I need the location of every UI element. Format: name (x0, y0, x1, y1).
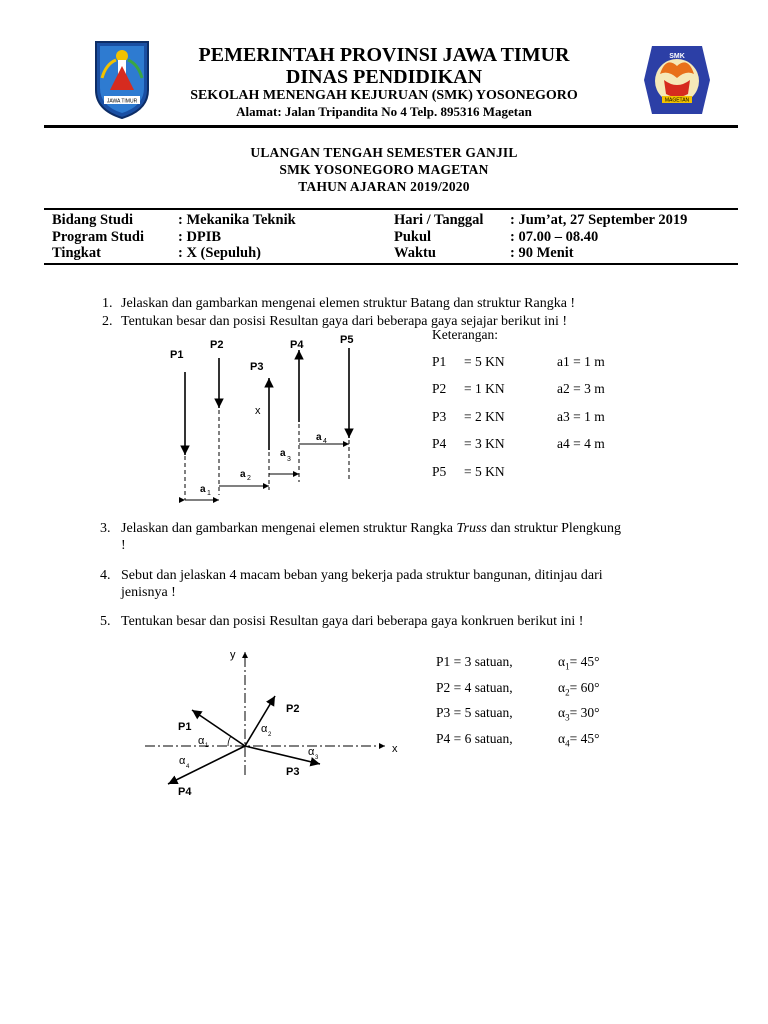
info-label-duration: Waktu (394, 245, 436, 261)
question-2-number: 2. (102, 314, 113, 329)
keterangan-a1: a1 = 1 m (557, 354, 605, 369)
info-label-day: Hari / Tanggal (394, 212, 484, 228)
keterangan-p1: P1 (432, 354, 447, 369)
svg-text:3: 3 (315, 755, 319, 761)
concurrent-alpha3: $\alpha_3= 30^\circ$ (558, 705, 600, 723)
letterhead-school: SEKOLAH MENENGAH KEJURUAN (SMK) YOSONEGORO (190, 88, 578, 103)
svg-text:2: 2 (268, 732, 272, 738)
svg-text:SMK: SMK (669, 53, 685, 60)
label-y: y (230, 649, 236, 661)
label-alpha-2: α (261, 723, 268, 735)
info-value-level: : X (Sepuluh) (178, 245, 261, 261)
concurrent-p3: P3 = 5 satuan, (436, 705, 513, 720)
keterangan-p3-value: = 2 KN (464, 409, 505, 424)
svg-text:MAGETAN: MAGETAN (664, 97, 690, 104)
question-3-text: Jelaskan dan gambarkan mengenai elemen struktur Rangka Truss dan struktur Plengkung (121, 521, 622, 536)
force-p2-vector (245, 696, 275, 746)
concurrent-alpha4: $\alpha_4= 45^\circ$ (558, 731, 600, 749)
keterangan-p5: P5 (432, 464, 447, 479)
svg-text:4: 4 (186, 764, 190, 770)
keterangan-p3: P3 (432, 409, 447, 424)
question-1-text: Jelaskan dan gambarkan mengenai elemen struktur Batang dan struktur Rangka ! (121, 296, 576, 311)
label-x: x (255, 405, 261, 417)
label-a3: a (280, 448, 286, 459)
info-label-time: Pukul (394, 229, 432, 245)
letterhead-address: Alamat: Jalan Tripandita No 4 Telp. 895316 Magetan (236, 104, 532, 119)
keterangan-a2: a2 = 3 m (557, 381, 605, 396)
exam-school: SMK YOSONEGORO MAGETAN (279, 162, 489, 177)
svg-text:1: 1 (207, 490, 211, 497)
question-4-line2: jenisnya ! (121, 585, 176, 600)
keterangan-p4: P4 (432, 436, 447, 451)
svg-text:2: 2 (247, 475, 251, 482)
keterangan-p5-value: = 5 KN (464, 464, 505, 479)
question-4-line1: Sebut dan jelaskan 4 macam beban yang bekerja pada struktur bangunan, ditinjau dari (121, 568, 603, 583)
question-5-number: 5. (100, 614, 111, 629)
label-alpha-3: α (308, 746, 315, 758)
info-value-duration: : 90 Menit (510, 245, 574, 261)
label-p5: P5 (340, 334, 354, 346)
label-a2: a (240, 469, 246, 480)
keterangan-a3: a3 = 1 m (557, 409, 605, 424)
keterangan-p1-value: = 5 KN (464, 354, 505, 369)
label-alpha-4: α (179, 755, 186, 767)
question-5-text: Tentukan besar dan posisi Resultan gaya dari beberapa gaya konkruen berikut ini ! (121, 614, 584, 629)
concurrent-p2: P2 = 4 satuan, (436, 680, 513, 695)
question-3-number: 3. (100, 521, 111, 536)
exam-year: TAHUN AJARAN 2019/2020 (298, 179, 470, 194)
letterhead-divider (44, 125, 738, 128)
label-p1: P1 (170, 349, 184, 361)
svg-text:JAWA TIMUR: JAWA TIMUR (106, 98, 138, 105)
label-p4-vector: P4 (178, 786, 192, 798)
info-value-program: : DPIB (178, 229, 222, 245)
concurrent-forces-diagram (140, 640, 410, 800)
svg-text:1: 1 (205, 743, 209, 749)
question-2-text: Tentukan besar dan posisi Resultan gaya dari beberapa gaya sejajar berikut ini ! (121, 314, 568, 329)
label-p2-vector: P2 (286, 703, 300, 715)
exam-title: ULANGAN TENGAH SEMESTER GANJIL (250, 145, 518, 160)
info-value-day: : Jum’at, 27 September 2019 (510, 212, 688, 228)
label-a4: a (316, 432, 322, 443)
concurrent-alpha2: $\alpha_2= 60^\circ$ (558, 680, 600, 698)
info-bottom-rule (44, 263, 738, 265)
question-1-number: 1. (102, 296, 113, 311)
keterangan-a4: a4 = 4 m (557, 436, 605, 451)
info-value-subject: : Mekanika Teknik (178, 212, 296, 228)
label-p1-vector: P1 (178, 721, 192, 733)
label-alpha-1: α (198, 735, 205, 747)
label-x-axis: x (392, 743, 398, 755)
concurrent-p4: P4 = 6 satuan, (436, 731, 513, 746)
label-a1: a (200, 484, 206, 495)
label-p2: P2 (210, 339, 224, 351)
concurrent-alpha1: $\alpha_1= 45^\circ$ (558, 654, 600, 672)
info-label-program: Program Studi (52, 229, 144, 245)
info-label-subject: Bidang Studi (52, 212, 134, 228)
keterangan-title: Keterangan: (432, 327, 498, 342)
question-4-number: 4. (100, 568, 111, 583)
svg-text:4: 4 (323, 438, 327, 445)
label-p3: P3 (250, 361, 264, 373)
keterangan-p2-value: = 1 KN (464, 381, 505, 396)
label-p4: P4 (290, 339, 304, 351)
svg-text:3: 3 (287, 456, 291, 463)
letterhead-department: DINAS PENDIDIKAN (285, 66, 483, 88)
keterangan-p4-value: = 3 KN (464, 436, 505, 451)
label-p3-vector: P3 (286, 766, 300, 778)
concurrent-p1: P1 = 3 satuan, (436, 654, 513, 669)
question-3-text-end: ! (121, 538, 126, 553)
info-value-time: : 07.00 – 08.40 (510, 229, 599, 245)
info-label-level: Tingkat (52, 245, 101, 261)
letterhead-province: PEMERINTAH PROVINSI JAWA TIMUR (198, 44, 570, 66)
info-top-rule (44, 208, 738, 210)
keterangan-p2: P2 (432, 381, 447, 396)
parallel-forces-diagram (160, 330, 400, 510)
